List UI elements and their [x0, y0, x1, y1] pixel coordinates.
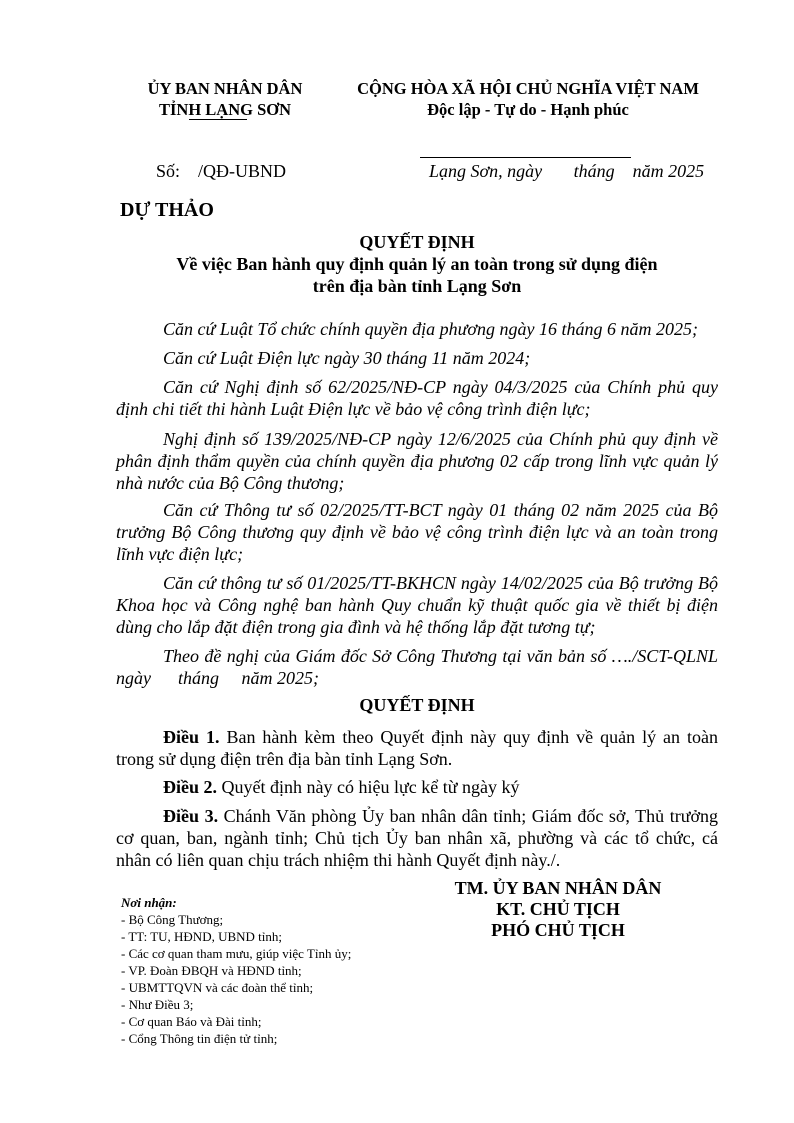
recipient-item: - Các cơ quan tham mưu, giúp việc Tỉnh ủy; [121, 946, 352, 961]
agency-name-line2: TỈNH LẠNG SƠN [158, 100, 292, 119]
signature-line1: TM. ỦY BAN NHÂN DÂN [454, 878, 662, 898]
date-year: năm 2025 [632, 161, 705, 181]
recipient-item: - Cơ quan Báo và Đài tỉnh; [121, 1014, 262, 1029]
title-heading: QUYẾT ĐỊNH [359, 232, 475, 252]
national-motto-header [340, 78, 716, 120]
article-3-text: Chánh Văn phòng Ủy ban nhân dân tỉnh; Giám đốc sở, Thủ trưởng cơ quan, ban, ngành tỉnh; Chủ tịch Ủy ban nhân xã, phường và các tổ chức, cá nhân có liên quan chịu trách nhiệm thi hành Quyết định này./. [116, 806, 719, 870]
title-subject-line2: trên địa bàn tỉnh Lạng Sơn [312, 276, 522, 296]
legal-basis-3: Căn cứ Nghị định số 62/2025/NĐ-CP ngày 04/3/2025 của Chính phủ quy định chi tiết thi hành Luật Điện lực về bảo vệ công trình điện lực; [116, 377, 718, 419]
title-subject-line1: Về việc Ban hành quy định quản lý an toàn trong sử dụng điện [176, 254, 658, 274]
recipient-item: - UBMTTQVN và các đoàn thể tỉnh; [121, 980, 314, 995]
number-code: /QĐ-UBND [198, 161, 287, 181]
decision-title [116, 231, 718, 297]
recipient-item: - Cổng Thông tin điện tử tỉnh; [121, 1031, 278, 1046]
legal-basis-7: Theo đề nghị của Giám đốc Sở Công Thương tại văn bản số …./SCT-QLNL ngày tháng năm 2025; [116, 646, 723, 688]
decision-heading: QUYẾT ĐỊNH [359, 695, 475, 715]
signature-line3: PHÓ CHỦ TỊCH [491, 920, 625, 940]
legal-basis-2: Căn cứ Luật Điện lực ngày 30 tháng 11 năm 2024; [163, 348, 531, 368]
draft-label: DỰ THẢO [120, 199, 214, 221]
agency-name-line1: ỦY BAN NHÂN DÂN [147, 79, 303, 98]
article-2-label: Điều 2. [163, 777, 217, 797]
article-1-label: Điều 1. [163, 727, 220, 747]
recipient-item: - Bộ Công Thương; [121, 912, 224, 927]
country-name: CỘNG HÒA XÃ HỘI CHỦ NGHĨA VIỆT NAM [357, 79, 699, 98]
legal-basis-4: Nghị định số 139/2025/NĐ-CP ngày 12/6/2025 của Chính phủ quy định về phân định thẩm quyền của chính quyền địa phương 02 cấp trong lĩnh vực quản lý nhà nước của Bộ Công thương; [116, 429, 718, 493]
article-1 [116, 726, 718, 770]
agency-header [120, 78, 330, 120]
recipients-title: Nơi nhận: [121, 895, 177, 910]
number-label: Số: [156, 161, 181, 181]
legal-basis-1: Căn cứ Luật Tổ chức chính quyền địa phương ngày 16 tháng 6 năm 2025; [163, 319, 699, 339]
recipient-item: - Như Điều 3; [121, 997, 194, 1012]
signature-line2: KT. CHỦ TỊCH [496, 899, 620, 919]
legal-basis-5: Căn cứ Thông tư số 02/2025/TT-BCT ngày 01 tháng 02 năm 2025 của Bộ trưởng Bộ Công thương quy định về bảo vệ công trình điện lực và an toàn trong lĩnh vực điện lực; [116, 500, 718, 564]
article-3-label: Điều 3. [163, 806, 219, 826]
recipient-item: - TT: TU, HĐND, UBND tỉnh; [121, 929, 283, 944]
agency-underline [189, 119, 247, 120]
article-2 [116, 776, 718, 798]
signature-block [420, 878, 696, 941]
article-2-text: Quyết định này có hiệu lực kể từ ngày ký [217, 777, 520, 797]
recipient-item: - VP. Đoàn ĐBQH và HĐND tỉnh; [121, 963, 302, 978]
article-1-text: Ban hành kèm theo Quyết định này quy định về quản lý an toàn trong sử dụng điện trên địa bàn tỉnh Lạng Sơn. [116, 727, 719, 769]
date-place: Lạng Sơn, ngày [429, 161, 543, 181]
recipients-block [121, 894, 421, 1047]
document-date [429, 161, 704, 182]
article-3 [116, 805, 718, 871]
motto: Độc lập - Tự do - Hạnh phúc [427, 100, 629, 119]
legal-basis-6: Căn cứ thông tư số 01/2025/TT-BKHCN ngày 14/02/2025 của Bộ trưởng Bộ Khoa học và Công nghệ ban hành Quy chuẩn kỹ thuật quốc gia về thiết bị điện dùng cho lắp đặt điện trong gia đình và hệ thống lắp đặt tương tự; [116, 573, 718, 637]
document-number [156, 161, 286, 182]
motto-underline [420, 157, 631, 158]
date-month: tháng [573, 161, 615, 181]
